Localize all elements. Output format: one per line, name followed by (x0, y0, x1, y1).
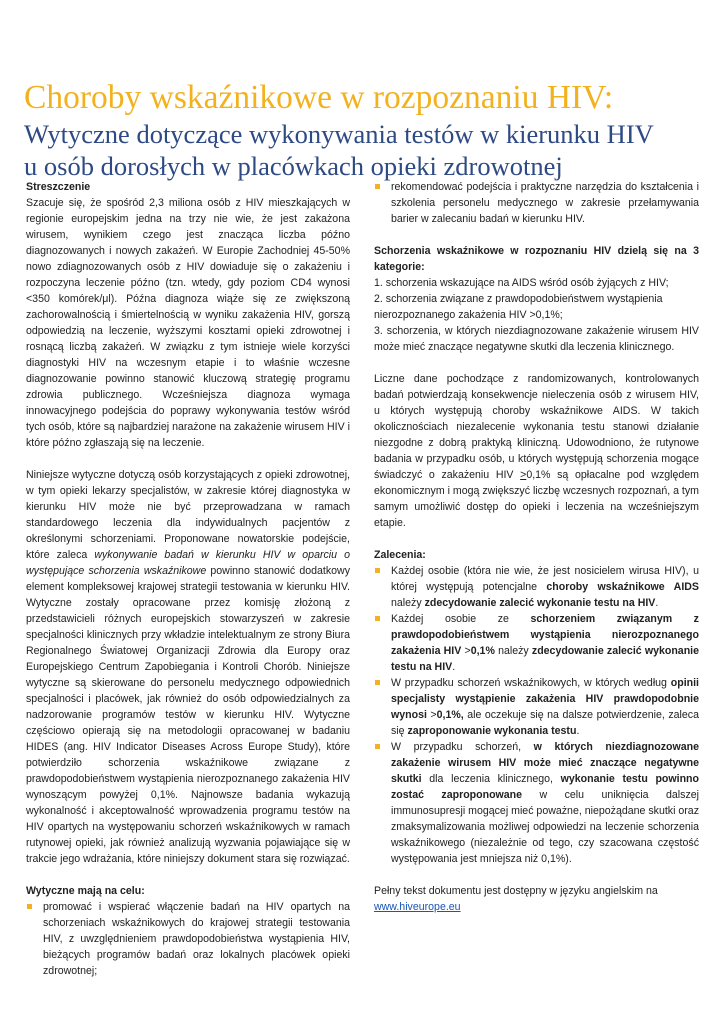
rec3-b: opinii specjalisty wystąpienie zakażenia HIV prawdopodobnie wynosi (391, 677, 699, 721)
rec1-c: należy (391, 597, 425, 609)
rec4-e: w celu uniknięcia dalszej immunosupresji mogącej mieć poważne, niepożądane skutki oraz zmaksymalizowania możliwej odpowiedzi na leczenie schorzenia wskaźnikowego (niezależnie od tego, czy szacowana częstość występowania jest mniejsza niż 0,1%). (391, 789, 699, 865)
summary-paragraph: Szacuje się, że spośród 2,3 miliona osób z HIV mieszkających w regionie europejskim jedna na trzy nie wie, że jest zakażona wirusem, wynikiem czego jest znacząca liczba późno diagnozowanych i nowych zakażeń. W Europie Zachodniej 45-50% nowo zdiagnozowanych osób z HIV dowiaduje się o zakażeniu i rozpoczyna leczenie późno (tzn. wtedy, gdy poziom CD4 wynosi <350 komórek/μl). Późna diagnoza wiąże się ze zwiększoną zachorowalnością i śmiertelnością w wyniku zakażenia HIV, gorszą odpowiedzią na leczenie, wyższymi kosztami opieki zdrowotnej i rosnącą liczbą zakażeń. W związku z tym istnieje wiele korzyści diagnostyki HIV na wczesnym etapie i to właśnie wczesne diagnozowanie powinno stanowić kluczową strategię programu zdrowia publicznego. Wcześniejsza diagnoza wymaga innowacyjnego podejścia do poprawy wykonywania testów wśród tych osób, które są najbardziej narażone na zakażenie wirusem HIV i które późno zgłaszają się na leczenie. (26, 197, 350, 449)
rec1-d: zdecydowanie zalecić wykonanie testu na HIV (424, 597, 656, 609)
rec3-a: W przypadku schorzeń wskaźnikowych, w których według (391, 677, 671, 689)
guidelines-text-b: powinno stanowić dodatkowy element kompleksowej krajowej strategii testowania w kierunku HIV. Wytyczne zostały opracowane przez komisję złożoną z przedstawicieli różnych europejskich stowarzyszeń w zakresie specjalności klinicznych przy wkładzie intelektualnym ze strony Biura Regionalnego Światowej Organizacji Zdrowia dla Europy oraz Europejskiego Centrum Zapobiegania i Kontroli Chorób. Niniejsze wytyczne są skierowane do personelu medycznego odpowiednich specjalności i placówek, jak również do osób odpowiedzialnych za nadzorowanie programów testów w kierunku HIV. Wytyczne częściowo opierają się na metodologii opracowanej w badaniu HIDES (ang. HIV Indicator Diseases Across Europe Study), które potwierdziło schorzenia wskaźnikowe związane z prawdopodobieństwem wystąpienia nierozpoznanego zakażenia HIV wynoszącym powyżej 0,1%. Najnowsze badania wykazują wykonalność i akceptowalność wprowadzenia programu testów na HIV opartych na występowaniu schorzeń wskaźnikowych w ramach rutynowej opieki, jak również analizują wyzwania pojawiające się w trakcie jego wdrażania, które niniejszy dokument stara się rozwiązać. (26, 565, 350, 865)
aims-heading: Wytyczne mają na celu: (26, 885, 145, 897)
bullet-square-icon (375, 680, 380, 685)
recommendation-4 (374, 739, 699, 867)
rec2-c: > (461, 645, 471, 657)
recommendation-3 (374, 675, 699, 739)
aims-item-2-text: rekomendować podejścia i praktyczne narzędzia do kształcenia i szkolenia personelu medycznego w zakresie przełamywania barier w zalecaniu badań w kierunku HIV. (391, 181, 699, 225)
rec2-d: 0,1% (470, 645, 495, 657)
bullet-square-icon (375, 568, 380, 573)
rec3-f: zaproponowanie wykonania testu (407, 725, 577, 737)
aims-item-1 (26, 899, 350, 979)
right-column (374, 179, 699, 915)
subtitle-line-1: Wytyczne dotyczące wykonywania testów w kierunku HIV (24, 119, 654, 149)
recommendations-heading: Zalecenia: (374, 549, 426, 561)
bullet-square-icon (375, 184, 380, 189)
rec1-a: Każdej osobie (która nie wie, że jest nosicielem wirusa HIV), u której występują potencjalne (391, 565, 699, 593)
rec2-a: Każdej osobie ze (391, 613, 531, 625)
rec2-g: . (452, 661, 456, 673)
recommendation-1 (374, 563, 699, 611)
aims-item-2 (374, 179, 699, 227)
document-subtitle (24, 118, 654, 182)
rec3-d: 0,1%, (436, 709, 464, 721)
document-title: Choroby wskaźnikowe w rozpoznaniu HIV: (24, 79, 614, 116)
guidelines-text-a: Niniejsze wytyczne dotyczą osób korzystających z opieki zdrowotnej, w tym opieki lekarzy specjalistów, w zakresie której diagnostyka w kierunku HIV może nie być przeprowadzana w ramach standardowego leczenia dla indywidualnych pacjentów z określonymi schorzeniami. Proponowane nowatorskie podejście, które zaleca (26, 469, 350, 561)
rec4-a: W przypadku schorzeń, (391, 741, 534, 753)
categories-heading: Schorzenia wskaźnikowe w rozpoznaniu HIV dzielą się na 3 kategorie: (374, 245, 699, 273)
category-2-text-a: 2. schorzenia związane z prawdopodobieństwem wystąpienia (374, 293, 663, 305)
evidence-ge-sign: > (520, 469, 527, 481)
left-column (26, 179, 350, 979)
aims-list (26, 899, 350, 979)
rec4-c: dla leczenia klinicznego, (421, 773, 561, 785)
rec3-e: ale oczekuje się na dalsze potwierdzenie, zaleca się (391, 709, 699, 737)
recommendation-2 (374, 611, 699, 675)
rec2-b: schorzeniem związanym z prawdopodobieństwem wystąpienia nierozpoznanego zakażenia HIV (391, 613, 699, 657)
rec2-f: zdecydowanie zalecić wykonanie testu na HIV (391, 645, 700, 673)
guidelines-emphasis: wykonywanie badań w kierunku HIV w oparciu o występujące schorzenia wskaźnikowe (26, 549, 350, 577)
evidence-text-a: Liczne dane pochodzące z randomizowanych, kontrolowanych badań potwierdzają konsekwencje nieleczenia osób z wirusem HIV, u których występują choroby wskaźnikowe AIDS. W takich okolicznościach niezalecenie wykonania testu stanowi działanie niezgodne z dobrą praktyką kliniczną. Udowodniono, że rutynowe badania w przypadku osób, u których występują schorzenia mogące świadczyć o zakażeniu HIV (374, 373, 699, 481)
aims-list-continued (374, 179, 699, 227)
category-1: 1. schorzenia wskazujące na AIDS wśród osób żyjących z HIV; (374, 277, 669, 289)
rec4-d: wykonanie testu powinno zostać zaproponowane (391, 773, 699, 801)
rec2-e: należy (494, 645, 532, 657)
aims-item-1-text: promować i wspierać włączenie badań na HIV opartych na schorzeniach wskaźnikowych do krajowej strategii testowania HIV, z uwzględnieniem prawdopodobieństwa wystąpienia HIV, bieżących programów badań oraz lokalnych placówek opieki zdrowotnej; (43, 901, 350, 977)
evidence-paragraph (374, 371, 699, 531)
category-2-text-b: nierozpoznanego zakażenia HIV >0,1%; (374, 309, 563, 321)
rec3-g: . (576, 725, 580, 737)
category-2 (374, 291, 699, 323)
rec1-e: . (655, 597, 659, 609)
subtitle-line-2: u osób dorosłych w placówkach opieki zdrowotnej (24, 151, 563, 181)
evidence-text-b: 0,1% są opłacalne pod względem ekonomicznym i mogą zwiększyć liczbę wczesnych rozpoznań, a tym samym umożliwić dostęp do opieki i leczenia na wcześniejszym etapie. (374, 469, 699, 529)
recommendations-list (374, 563, 699, 867)
guidelines-paragraph (26, 467, 350, 867)
category-3: 3. schorzenia, w których niezdiagnozowane zakażenie wirusem HIV może mieć znaczące negatywne skutki dla leczenia klinicznego. (374, 325, 699, 353)
bullet-square-icon (375, 744, 380, 749)
hiveurope-link[interactable]: www.hiveurope.eu (374, 901, 461, 913)
bullet-square-icon (375, 616, 380, 621)
summary-heading: Streszczenie (26, 181, 91, 193)
fulltext-paragraph: Pełny tekst dokumentu jest dostępny w języku angielskim na (374, 885, 658, 897)
rec1-b: choroby wskaźnikowe AIDS (546, 581, 699, 593)
rec3-c: > (426, 709, 437, 721)
bullet-square-icon (27, 904, 32, 909)
rec4-b: w których niezdiagnozowane zakażenie wirusem HIV może mieć znaczące negatywne skutki (391, 741, 700, 785)
